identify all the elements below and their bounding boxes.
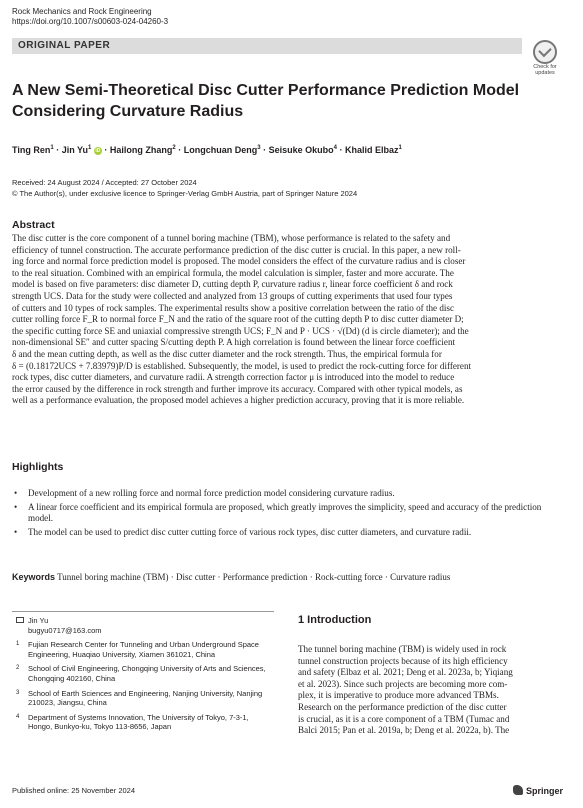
journal-name: Rock Mechanics and Rock Engineering [12,7,152,16]
affiliation [12,689,274,708]
abstract-line: to the real situation. Combined with an empirical formula, the model calculation is simpler, faster and more accurate. The [12,267,454,278]
springer-horse-icon [513,785,523,795]
affiliation [12,664,274,683]
corresponding-name: Jin Yu [28,616,49,625]
author-affiliation: 4 [333,145,337,151]
affiliation-text: Department of Systems Innovation, The University of Tokyo, 7-3-1, Hongo, Bunkyo-ku, Tokyo 113-8656, Japan [28,712,249,732]
affiliation-text: School of Earth Sciences and Engineering, Nanjing University, Nanjing 210023, Jiangsu, China [28,688,263,708]
publisher-logo [513,785,563,796]
intro-line: et al. 2023). Since such projects are becoming more com- [298,678,508,689]
intro-line: The tunnel boring machine (TBM) is widely used in rock [298,644,507,654]
license-statement: © The Author(s), under exclusive licence to Springer-Verlag GmbH Austria, part of Springer Nature 2024 [12,189,358,198]
abstract-line: well as a performance evaluation, the proposed model achieves a higher prediction accuracy, proving that it is more reliable. [12,395,465,406]
author-list: Ting Ren$^1$ · Jin Yu$^1$ iD · Hailong Zhang$^2$ · Longchuan Deng$^3$ · Seisuke Okubo$^4$ · Khalid Elbaz$^1$ [12,145,402,155]
abstract-line: model is based on five parameters: disc diameter D, cutting depth P, curvature radius r, linear force coefficient δ and rock [12,279,453,290]
abstract-line: ing force and normal force prediction model is proposed. The model considers the effect of the curvature radius and is closer [12,256,466,267]
author-name[interactable]: Jin Yu [61,145,89,155]
article-type-label: ORIGINAL PAPER [18,40,111,51]
author-name[interactable]: Hailong Zhang [109,145,173,155]
author-affiliation: 1 [88,145,92,151]
introduction-heading: 1 Introduction [298,614,372,626]
abstract-line: δ = (0.18172UCS + 7.83979)P/D is established. Subsequently, the model, is used to predict the rock-cutting force for different [12,360,472,371]
introduction-body [298,644,562,737]
published-date: Published online: 25 November 2024 [12,786,135,795]
intro-line: Balci 2015; Pan et al. 2019a, b; Deng et al. 2022a, b). The [298,725,510,736]
affiliation-number: 4 [16,713,20,720]
affiliation [12,640,274,659]
mail-icon [16,617,24,623]
abstract-heading: Abstract [12,219,55,231]
intro-line: Research on the performance prediction of the disc cutter [298,701,507,712]
badge-text-1: Check for [533,64,557,70]
check-for-updates-badge[interactable] [527,40,563,76]
corresponding-author [12,616,274,635]
affiliation-number: 3 [16,689,20,696]
abstract-line: rock types, disc cutter diameters, and curvature radii. A strength correction factor μ is introduced into the model to reduce [12,372,455,383]
author-info-column [12,611,274,737]
divider [12,611,274,612]
highlight-item: • The model can be used to predict disc cutter cutting force of various rock types, disc cutter diameters, and curvature radii. [12,527,562,539]
affiliation-number: 1 [16,641,20,648]
keywords-text: Tunnel boring machine (TBM) · Disc cutter · Performance prediction · Rock-cutting force · Curvature radius [57,572,451,582]
affiliation-number: 2 [16,665,20,672]
intro-line: and safety (Elbaz et al. 2021; Deng et al. 2023a, b; Yiqiang [298,667,513,678]
highlight-item: • Development of a new rolling force and normal force prediction model considering curvature radius. [12,488,562,500]
author-name[interactable]: Ting Ren [12,145,51,155]
paper-title: A New Semi-Theoretical Disc Cutter Performance Prediction Model Considering Curvature Radius [12,82,520,120]
abstract-line: The disc cutter is the core component of a tunnel boring machine (TBM), whose performance is related to the safety and [12,233,451,243]
author-name[interactable]: Longchuan Deng [183,145,258,155]
author-affiliation: 2 [172,145,176,151]
author-name[interactable]: Khalid Elbaz [344,145,399,155]
keywords [12,571,450,583]
corresponding-email[interactable]: bugyu0717@163.com [28,625,102,635]
author-name[interactable]: Seisuke Okubo [268,145,334,155]
abstract-line: the specific cutting force SE and uniaxial compressive strength UCS; F_N and P · UCS · √(Dd) (d is circle diameter); and the [12,325,469,336]
highlight-item: • A linear force coefficient and its empirical formula are proposed, which greatly improves the simplicity, speed and accuracy of the prediction model. [12,502,562,525]
affiliation [12,713,274,732]
intro-line: tunnel construction projects because of its high efficiency [298,655,508,666]
intro-line: plex, it is imperative to produce more advanced TBMs. [298,690,499,701]
intro-line: is crucial, as it is a core component of a TBM (Tumac and [298,713,510,724]
abstract-line: cutter rolling force F_R to normal force F_N and the ratio of the square root of the cutting depth P to disc cutter diameter D; [12,314,464,325]
abstract-line: efficiency of tunnel construction. The accurate performance prediction of the disc cutter is crucial. In this paper, a new roll- [12,244,461,255]
abstract-line: non-dimensional SE″ and cutter spacing S/cutting depth P. A high correlation is found between the linear force coefficient [12,337,456,348]
doi-link[interactable]: https://doi.org/10.1007/s00603-024-04260-3 [12,17,169,26]
abstract-line: strength UCS. Data for the study were collected and analyzed from 13 groups of cutting experiments that used four types [12,290,453,301]
received-accepted-dates: Received: 24 August 2024 / Accepted: 27 October 2024 [12,178,197,187]
author-affiliation: 1 [398,145,402,151]
check-updates-icon [533,40,557,64]
affiliation-text: School of Civil Engineering, Chongqing University of Arts and Sciences, Chongqing 402160, China [28,664,266,683]
orcid-icon[interactable]: iD [95,147,101,154]
abstract-body [12,233,562,407]
author-affiliation: 1 [50,145,54,151]
keywords-label: Keywords [12,572,56,582]
highlights-list [12,488,562,540]
abstract-line: δ and the mean cutting depth, as well as the disc cutter diameter and the rock strength. Thus, the empirical formula for [12,348,442,359]
highlights-heading: Highlights [12,461,64,473]
abstract-line: the error caused by the difference in rock strength and further improve its accuracy. Compared with other typical models, as [12,383,463,394]
author-affiliation: 3 [257,145,261,151]
article-type-bar [12,38,522,54]
publisher-name: Springer [526,786,564,796]
affiliation-text: Fujian Research Center for Tunneling and Urban Underground Space Engineering, Huaqiao University, Xiamen 361021, China [28,640,259,659]
abstract-line: of cutters and 10 types of rock samples. The experimental results show a positive correlation between the ratio of the disc [12,302,455,313]
badge-text-2: updates [535,70,555,76]
